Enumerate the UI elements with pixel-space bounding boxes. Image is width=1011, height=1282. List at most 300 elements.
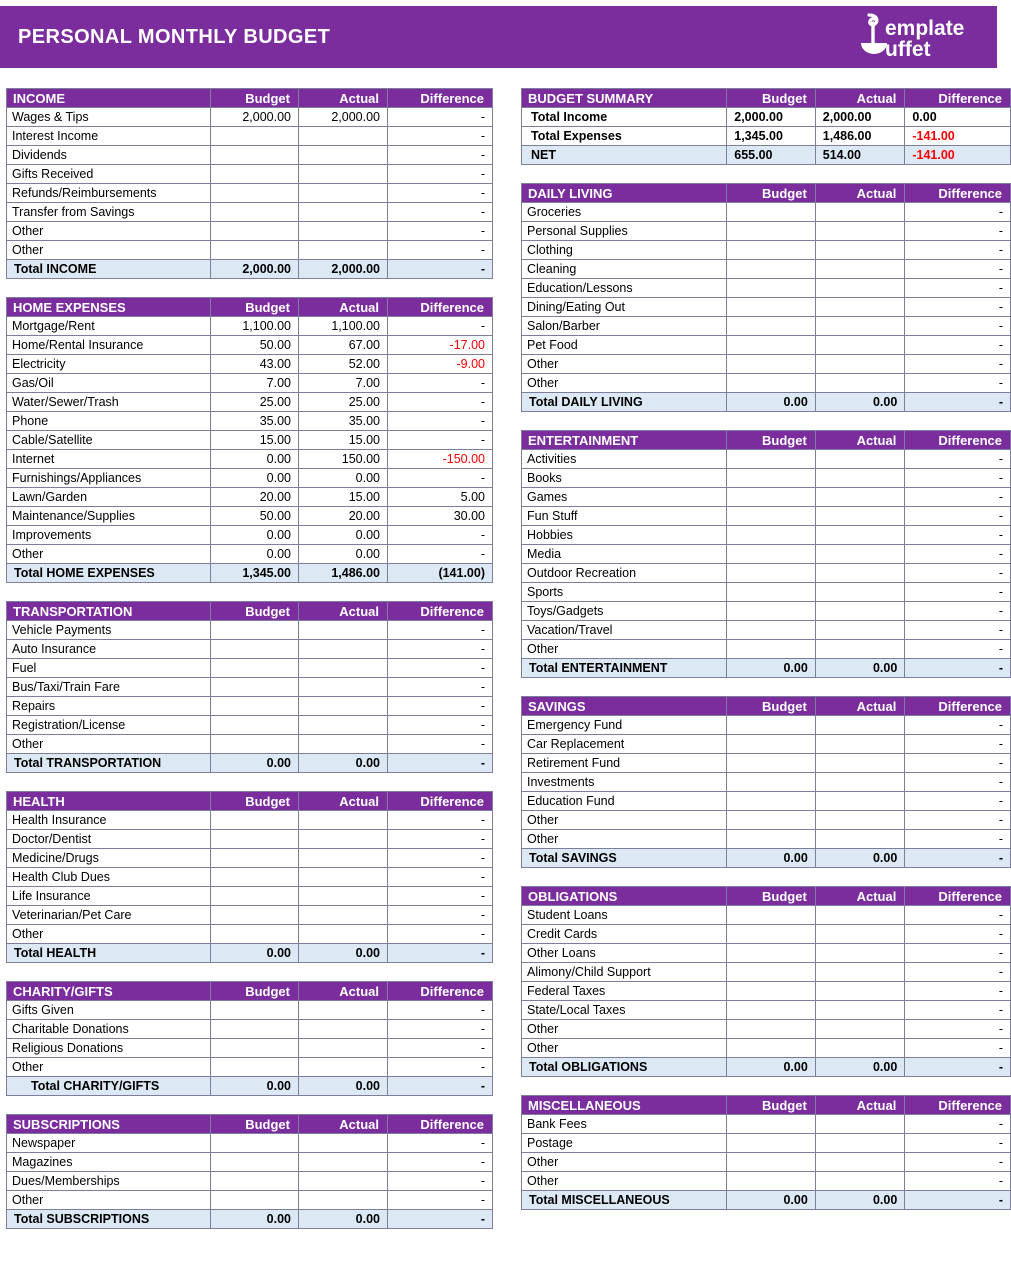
cell-budget[interactable] bbox=[727, 906, 816, 925]
cell-actual[interactable]: 150.00 bbox=[299, 450, 388, 469]
row-label: Dining/Eating Out bbox=[522, 298, 727, 317]
cell-actual[interactable] bbox=[299, 811, 388, 830]
cell-actual[interactable] bbox=[815, 982, 905, 1001]
cell-budget[interactable] bbox=[727, 602, 816, 621]
cell-actual[interactable] bbox=[815, 222, 905, 241]
cell-actual[interactable] bbox=[815, 507, 905, 526]
cell-budget[interactable] bbox=[211, 1001, 299, 1020]
cell-budget[interactable] bbox=[727, 982, 816, 1001]
cell-difference: - bbox=[388, 374, 493, 393]
cell-difference: - bbox=[388, 412, 493, 431]
total-label: Total MISCELLANEOUS bbox=[522, 1191, 727, 1210]
cell-budget[interactable] bbox=[727, 450, 816, 469]
cell-difference: - bbox=[388, 1058, 493, 1077]
cell-actual[interactable]: 2,000.00 bbox=[815, 108, 905, 127]
cell-actual[interactable] bbox=[299, 849, 388, 868]
cell-budget[interactable] bbox=[727, 925, 816, 944]
cell-actual[interactable] bbox=[815, 564, 905, 583]
row-label: Wages & Tips bbox=[7, 108, 211, 127]
section-table-subscriptions bbox=[6, 1114, 493, 1229]
table-row bbox=[7, 1001, 493, 1020]
total-row bbox=[522, 146, 1011, 165]
cell-budget[interactable] bbox=[211, 1153, 299, 1172]
row-label: Other bbox=[7, 925, 211, 944]
row-label: Emergency Fund bbox=[522, 716, 727, 735]
cell-budget[interactable]: 50.00 bbox=[211, 336, 299, 355]
cell-difference: - bbox=[388, 697, 493, 716]
cell-actual[interactable] bbox=[815, 963, 905, 982]
cell-actual[interactable] bbox=[299, 1153, 388, 1172]
cell-budget[interactable] bbox=[727, 735, 816, 754]
row-label: Religious Donations bbox=[7, 1039, 211, 1058]
cell-actual[interactable] bbox=[299, 678, 388, 697]
cell-budget[interactable] bbox=[727, 1172, 816, 1191]
cell-budget[interactable] bbox=[211, 1191, 299, 1210]
total-budget: 0.00 bbox=[211, 754, 299, 773]
section-table-miscellaneous bbox=[521, 1095, 1011, 1210]
cell-actual[interactable]: 67.00 bbox=[299, 336, 388, 355]
cell-actual[interactable] bbox=[815, 735, 905, 754]
table-row bbox=[522, 925, 1011, 944]
cell-budget[interactable]: 2,000.00 bbox=[727, 108, 816, 127]
cell-budget[interactable] bbox=[211, 697, 299, 716]
row-label: Improvements bbox=[7, 526, 211, 545]
cell-budget[interactable] bbox=[727, 317, 816, 336]
table-row bbox=[522, 1134, 1011, 1153]
cell-actual[interactable]: 7.00 bbox=[299, 374, 388, 393]
cell-actual[interactable] bbox=[815, 583, 905, 602]
table-row bbox=[522, 1039, 1011, 1058]
section-table-daily-living bbox=[521, 183, 1011, 412]
cell-budget[interactable]: 7.00 bbox=[211, 374, 299, 393]
cell-budget[interactable] bbox=[727, 944, 816, 963]
cell-budget[interactable] bbox=[727, 564, 816, 583]
cell-actual[interactable] bbox=[299, 165, 388, 184]
row-label: Other bbox=[522, 1153, 727, 1172]
cell-budget[interactable] bbox=[727, 507, 816, 526]
section-header-row bbox=[7, 792, 493, 811]
cell-difference: - bbox=[905, 260, 1011, 279]
table-row bbox=[522, 1172, 1011, 1191]
row-label: Other bbox=[522, 374, 727, 393]
cell-budget[interactable] bbox=[727, 336, 816, 355]
table-row bbox=[522, 792, 1011, 811]
total-label: Total CHARITY/GIFTS bbox=[7, 1077, 211, 1096]
cell-budget[interactable] bbox=[727, 279, 816, 298]
cell-actual[interactable] bbox=[299, 241, 388, 260]
cell-difference: - bbox=[905, 621, 1011, 640]
cell-budget[interactable] bbox=[727, 526, 816, 545]
cell-budget[interactable] bbox=[727, 1115, 816, 1134]
cell-budget[interactable] bbox=[727, 963, 816, 982]
section-table-savings bbox=[521, 696, 1011, 868]
cell-difference: - bbox=[388, 393, 493, 412]
cell-difference: - bbox=[905, 1134, 1011, 1153]
cell-budget[interactable] bbox=[211, 1020, 299, 1039]
table-row bbox=[7, 241, 493, 260]
cell-difference: - bbox=[905, 716, 1011, 735]
row-label: Games bbox=[522, 488, 727, 507]
cell-actual[interactable] bbox=[299, 146, 388, 165]
cell-difference: - bbox=[388, 640, 493, 659]
cell-actual[interactable] bbox=[815, 279, 905, 298]
total-difference: - bbox=[388, 1077, 493, 1096]
cell-actual[interactable]: 15.00 bbox=[299, 431, 388, 450]
row-label: Refunds/Reimbursements bbox=[7, 184, 211, 203]
cell-actual[interactable] bbox=[815, 450, 905, 469]
row-label: Postage bbox=[522, 1134, 727, 1153]
cell-actual[interactable]: 2,000.00 bbox=[299, 108, 388, 127]
total-row bbox=[522, 849, 1011, 868]
cell-budget[interactable] bbox=[211, 887, 299, 906]
row-label: Fuel bbox=[7, 659, 211, 678]
table-row bbox=[7, 735, 493, 754]
section-title-savings: SAVINGS bbox=[522, 697, 727, 716]
cell-budget[interactable] bbox=[727, 583, 816, 602]
cell-budget[interactable] bbox=[727, 773, 816, 792]
section-title-budget-summary: BUDGET SUMMARY bbox=[522, 89, 727, 108]
cell-budget[interactable]: 1,345.00 bbox=[727, 127, 816, 146]
cell-actual[interactable] bbox=[815, 298, 905, 317]
cell-budget[interactable] bbox=[727, 545, 816, 564]
cell-difference: - bbox=[388, 621, 493, 640]
table-row bbox=[7, 507, 493, 526]
cell-actual[interactable] bbox=[815, 1001, 905, 1020]
row-label: Other Loans bbox=[522, 944, 727, 963]
cell-actual[interactable] bbox=[299, 621, 388, 640]
cell-budget[interactable] bbox=[727, 298, 816, 317]
cell-budget[interactable] bbox=[727, 469, 816, 488]
cell-difference: - bbox=[905, 1172, 1011, 1191]
cell-budget[interactable] bbox=[727, 355, 816, 374]
cell-actual[interactable] bbox=[815, 336, 905, 355]
cell-actual[interactable] bbox=[815, 1134, 905, 1153]
cell-budget[interactable] bbox=[727, 1001, 816, 1020]
cell-budget[interactable] bbox=[211, 678, 299, 697]
cell-actual[interactable] bbox=[815, 374, 905, 393]
cell-difference: - bbox=[388, 317, 493, 336]
cell-budget[interactable]: 43.00 bbox=[211, 355, 299, 374]
cell-budget[interactable] bbox=[211, 165, 299, 184]
column-header-difference: Difference bbox=[388, 602, 493, 621]
row-label: Car Replacement bbox=[522, 735, 727, 754]
row-label: Auto Insurance bbox=[7, 640, 211, 659]
section-table-transportation bbox=[6, 601, 493, 773]
cell-budget[interactable] bbox=[727, 1134, 816, 1153]
cell-actual[interactable] bbox=[815, 260, 905, 279]
cell-budget[interactable] bbox=[211, 716, 299, 735]
table-row bbox=[7, 488, 493, 507]
row-label: Doctor/Dentist bbox=[7, 830, 211, 849]
cell-budget[interactable] bbox=[211, 830, 299, 849]
row-label: Transfer from Savings bbox=[7, 203, 211, 222]
row-label: Cleaning bbox=[522, 260, 727, 279]
cell-budget[interactable] bbox=[211, 1058, 299, 1077]
column-header-actual: Actual bbox=[299, 602, 388, 621]
cell-actual[interactable] bbox=[815, 792, 905, 811]
column-header-budget: Budget bbox=[727, 89, 816, 108]
cell-budget[interactable] bbox=[211, 811, 299, 830]
cell-actual[interactable]: 0.00 bbox=[299, 469, 388, 488]
row-label: Salon/Barber bbox=[522, 317, 727, 336]
cell-difference: - bbox=[388, 545, 493, 564]
cell-actual[interactable]: 1,486.00 bbox=[815, 127, 905, 146]
cell-actual[interactable] bbox=[299, 1191, 388, 1210]
section-header-row bbox=[522, 89, 1011, 108]
cell-actual[interactable]: 1,100.00 bbox=[299, 317, 388, 336]
cell-difference: - bbox=[388, 1001, 493, 1020]
table-row bbox=[7, 697, 493, 716]
table-row bbox=[522, 640, 1011, 659]
row-label: Life Insurance bbox=[7, 887, 211, 906]
cell-difference: - bbox=[905, 545, 1011, 564]
cell-actual[interactable] bbox=[815, 640, 905, 659]
table-row bbox=[522, 222, 1011, 241]
total-difference: - bbox=[905, 849, 1011, 868]
table-row bbox=[522, 526, 1011, 545]
cell-actual[interactable] bbox=[815, 906, 905, 925]
cell-budget[interactable] bbox=[727, 716, 816, 735]
table-row bbox=[7, 355, 493, 374]
cell-actual[interactable] bbox=[299, 735, 388, 754]
total-row bbox=[7, 260, 493, 279]
cell-actual[interactable] bbox=[299, 184, 388, 203]
cell-actual[interactable] bbox=[815, 355, 905, 374]
cell-budget[interactable] bbox=[211, 222, 299, 241]
row-label: Investments bbox=[522, 773, 727, 792]
column-header-actual: Actual bbox=[815, 697, 905, 716]
cell-budget[interactable]: 25.00 bbox=[211, 393, 299, 412]
cell-budget[interactable] bbox=[211, 640, 299, 659]
cell-budget[interactable] bbox=[211, 1039, 299, 1058]
section-header-row bbox=[522, 1096, 1011, 1115]
table-row bbox=[522, 469, 1011, 488]
cell-actual[interactable] bbox=[815, 526, 905, 545]
cell-budget[interactable] bbox=[727, 222, 816, 241]
cell-actual[interactable] bbox=[815, 811, 905, 830]
cell-actual[interactable]: 0.00 bbox=[299, 526, 388, 545]
cell-budget[interactable] bbox=[211, 621, 299, 640]
cell-budget[interactable]: 20.00 bbox=[211, 488, 299, 507]
cell-budget[interactable] bbox=[727, 811, 816, 830]
table-row bbox=[522, 279, 1011, 298]
cell-budget[interactable] bbox=[211, 735, 299, 754]
cell-actual[interactable]: 25.00 bbox=[299, 393, 388, 412]
cell-difference: - bbox=[905, 811, 1011, 830]
row-label: Medicine/Drugs bbox=[7, 849, 211, 868]
cell-budget[interactable] bbox=[727, 1039, 816, 1058]
row-label: Education/Lessons bbox=[522, 279, 727, 298]
cell-actual[interactable] bbox=[815, 1153, 905, 1172]
cell-actual[interactable] bbox=[815, 469, 905, 488]
cell-actual[interactable] bbox=[815, 830, 905, 849]
cell-actual[interactable] bbox=[815, 545, 905, 564]
cell-actual[interactable] bbox=[815, 621, 905, 640]
table-row bbox=[7, 374, 493, 393]
cell-budget[interactable] bbox=[727, 203, 816, 222]
row-label: Health Insurance bbox=[7, 811, 211, 830]
cell-actual[interactable] bbox=[815, 1020, 905, 1039]
column-header-difference: Difference bbox=[905, 887, 1011, 906]
cell-budget[interactable] bbox=[727, 640, 816, 659]
cell-budget[interactable]: 0.00 bbox=[211, 469, 299, 488]
table-row bbox=[7, 640, 493, 659]
cell-actual[interactable] bbox=[299, 868, 388, 887]
cell-difference: - bbox=[388, 659, 493, 678]
column-header-actual: Actual bbox=[815, 887, 905, 906]
cell-difference: - bbox=[905, 507, 1011, 526]
cell-budget[interactable] bbox=[211, 241, 299, 260]
total-difference: - bbox=[388, 260, 493, 279]
cell-budget[interactable]: 2,000.00 bbox=[211, 108, 299, 127]
section-title-subscriptions: SUBSCRIPTIONS bbox=[7, 1115, 211, 1134]
cell-actual[interactable] bbox=[815, 1115, 905, 1134]
column-header-actual: Actual bbox=[299, 982, 388, 1001]
cell-actual[interactable] bbox=[815, 773, 905, 792]
template-buffet-logo bbox=[847, 9, 989, 65]
column-header-budget: Budget bbox=[727, 1096, 816, 1115]
cell-actual[interactable] bbox=[815, 944, 905, 963]
cell-actual[interactable] bbox=[299, 203, 388, 222]
cell-actual[interactable] bbox=[299, 1001, 388, 1020]
total-budget: 0.00 bbox=[727, 1191, 816, 1210]
cell-budget[interactable]: 15.00 bbox=[211, 431, 299, 450]
total-actual: 2,000.00 bbox=[299, 260, 388, 279]
cell-budget[interactable] bbox=[211, 868, 299, 887]
cell-actual[interactable] bbox=[299, 906, 388, 925]
cell-difference: - bbox=[905, 602, 1011, 621]
cell-actual[interactable] bbox=[815, 925, 905, 944]
column-header-budget: Budget bbox=[727, 697, 816, 716]
cell-budget[interactable] bbox=[727, 792, 816, 811]
cell-difference: - bbox=[905, 488, 1011, 507]
cell-budget[interactable] bbox=[211, 1172, 299, 1191]
cell-budget[interactable] bbox=[727, 374, 816, 393]
cell-budget[interactable]: 0.00 bbox=[211, 450, 299, 469]
cell-budget[interactable]: 50.00 bbox=[211, 507, 299, 526]
column-header-actual: Actual bbox=[815, 431, 905, 450]
cell-actual[interactable] bbox=[299, 1134, 388, 1153]
cell-difference: - bbox=[905, 792, 1011, 811]
cell-actual[interactable] bbox=[815, 203, 905, 222]
cell-budget[interactable] bbox=[727, 754, 816, 773]
cell-budget[interactable]: 35.00 bbox=[211, 412, 299, 431]
cell-actual[interactable] bbox=[299, 1020, 388, 1039]
row-label: Gifts Given bbox=[7, 1001, 211, 1020]
cell-actual[interactable]: 0.00 bbox=[299, 545, 388, 564]
cell-actual[interactable] bbox=[815, 754, 905, 773]
cell-actual[interactable] bbox=[815, 602, 905, 621]
cell-actual[interactable]: 52.00 bbox=[299, 355, 388, 374]
cell-actual[interactable] bbox=[299, 925, 388, 944]
cell-budget[interactable]: 1,100.00 bbox=[211, 317, 299, 336]
cell-actual[interactable] bbox=[815, 716, 905, 735]
cell-budget[interactable]: 0.00 bbox=[211, 545, 299, 564]
cell-actual[interactable] bbox=[299, 640, 388, 659]
cell-budget[interactable] bbox=[211, 906, 299, 925]
cell-actual[interactable]: 20.00 bbox=[299, 507, 388, 526]
cell-actual[interactable] bbox=[815, 317, 905, 336]
section-table-health bbox=[6, 791, 493, 963]
table-row bbox=[522, 260, 1011, 279]
cell-actual[interactable] bbox=[299, 830, 388, 849]
cell-budget[interactable] bbox=[727, 488, 816, 507]
cell-budget[interactable] bbox=[211, 203, 299, 222]
cell-budget[interactable] bbox=[727, 621, 816, 640]
row-label: Magazines bbox=[7, 1153, 211, 1172]
cell-budget[interactable] bbox=[211, 184, 299, 203]
cell-budget[interactable] bbox=[211, 146, 299, 165]
row-label: Education Fund bbox=[522, 792, 727, 811]
total-row bbox=[7, 564, 493, 583]
cell-actual[interactable] bbox=[299, 222, 388, 241]
cell-actual[interactable] bbox=[299, 1058, 388, 1077]
row-label: Maintenance/Supplies bbox=[7, 507, 211, 526]
cell-difference: - bbox=[388, 887, 493, 906]
cell-actual[interactable] bbox=[299, 659, 388, 678]
cell-budget[interactable] bbox=[211, 849, 299, 868]
cell-budget[interactable] bbox=[727, 830, 816, 849]
cell-actual[interactable] bbox=[299, 1172, 388, 1191]
cell-actual[interactable] bbox=[815, 1172, 905, 1191]
total-label: Total ENTERTAINMENT bbox=[522, 659, 727, 678]
cell-actual[interactable]: 15.00 bbox=[299, 488, 388, 507]
row-label: Other bbox=[7, 735, 211, 754]
row-label: Retirement Fund bbox=[522, 754, 727, 773]
cell-actual[interactable] bbox=[299, 716, 388, 735]
column-header-difference: Difference bbox=[388, 792, 493, 811]
cell-difference: - bbox=[388, 241, 493, 260]
total-actual: 0.00 bbox=[299, 1077, 388, 1096]
section-header-row bbox=[7, 1115, 493, 1134]
cell-difference: - bbox=[388, 431, 493, 450]
cell-actual[interactable] bbox=[299, 887, 388, 906]
row-label: Other bbox=[522, 1172, 727, 1191]
row-label: Groceries bbox=[522, 203, 727, 222]
cell-actual[interactable] bbox=[815, 241, 905, 260]
cell-budget[interactable] bbox=[211, 659, 299, 678]
cell-budget[interactable] bbox=[727, 1020, 816, 1039]
total-label: Total SUBSCRIPTIONS bbox=[7, 1210, 211, 1229]
table-row bbox=[522, 355, 1011, 374]
cell-actual[interactable] bbox=[299, 697, 388, 716]
cell-difference: - bbox=[905, 1153, 1011, 1172]
cell-budget[interactable] bbox=[727, 1153, 816, 1172]
table-row bbox=[522, 621, 1011, 640]
section-table-entertainment bbox=[521, 430, 1011, 678]
cell-actual[interactable] bbox=[299, 127, 388, 146]
cell-actual[interactable] bbox=[299, 1039, 388, 1058]
cell-budget[interactable] bbox=[211, 925, 299, 944]
table-row bbox=[522, 716, 1011, 735]
cell-budget[interactable]: 0.00 bbox=[211, 526, 299, 545]
section-header-row bbox=[7, 982, 493, 1001]
cell-budget[interactable] bbox=[727, 241, 816, 260]
cell-budget[interactable] bbox=[211, 1134, 299, 1153]
section-header-row bbox=[522, 184, 1011, 203]
table-row bbox=[522, 1001, 1011, 1020]
cell-difference: - bbox=[388, 526, 493, 545]
cell-budget[interactable] bbox=[727, 260, 816, 279]
table-row bbox=[7, 469, 493, 488]
section-title-daily-living: DAILY LIVING bbox=[522, 184, 727, 203]
cell-actual[interactable] bbox=[815, 488, 905, 507]
table-row bbox=[7, 127, 493, 146]
cell-budget[interactable] bbox=[211, 127, 299, 146]
cell-actual[interactable] bbox=[815, 1039, 905, 1058]
cell-actual[interactable]: 35.00 bbox=[299, 412, 388, 431]
column-header-actual: Actual bbox=[299, 89, 388, 108]
